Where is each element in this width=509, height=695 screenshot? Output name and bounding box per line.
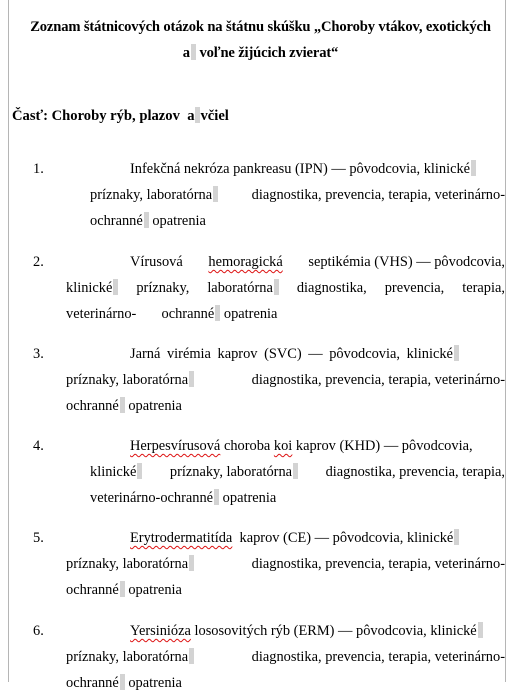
page-left-margin-line [8, 0, 9, 682]
item-line-3: ochranné opatrenia [90, 213, 206, 229]
item-line-2: príznaky, laboratórna diagnostika, prevencia, terapia, veterinárno- [66, 556, 505, 572]
item-line-1: Infekčná nekróza pankreasu (IPN) — pôvodcovia, klinické [130, 157, 476, 181]
text-selection-marker [214, 489, 219, 505]
text-selection-marker [189, 648, 194, 664]
item-line-3: veterinárno- ochranné opatrenia [66, 306, 278, 322]
item-line-3: ochranné opatrenia [66, 582, 182, 598]
text-selection-marker [137, 463, 142, 479]
text-selection-marker [274, 279, 279, 295]
text-selection-marker [120, 397, 125, 413]
title-line-1: Zoznam štátnicových otázok na štátnu skúšku „Choroby vtákov, exotických [30, 19, 491, 35]
item-number: 1. [33, 161, 44, 177]
item-line-3: veterinárno-ochranné opatrenia [90, 490, 277, 506]
item-line-3: ochranné opatrenia [66, 675, 182, 691]
item-line-1: Yersinióza lososovitých rýb (ERM) — pôvodcovia, klinické [130, 619, 483, 643]
text-selection-marker [215, 305, 220, 321]
item-line-1: Erytrodermatitída kaprov (CE) — pôvodcovia, klinické [130, 526, 505, 550]
item-line-2: príznaky, laboratórna diagnostika, prevencia, terapia, veterinárno- [66, 372, 505, 388]
text-selection-marker [144, 212, 149, 228]
item-number: 5. [33, 530, 44, 546]
section-heading: Časť: Choroby rýb, plazov a včiel [12, 108, 229, 124]
text-selection-marker [293, 463, 298, 479]
text-selection-marker [478, 622, 483, 638]
item-line-3: ochranné opatrenia [66, 398, 182, 414]
item-number: 4. [33, 438, 44, 454]
text-selection-marker [189, 371, 194, 387]
item-line-2: príznaky, laboratórna diagnostika, prevencia, terapia, veterinárno- [66, 649, 505, 665]
text-selection-marker [189, 555, 194, 571]
text-selection-marker [454, 345, 459, 361]
item-line-2: príznaky, laboratórna diagnostika, prevencia, terapia, veterinárno- [90, 187, 505, 203]
title-line-2: a voľne žijúcich zvierat“ [182, 45, 339, 61]
text-selection-marker [213, 186, 218, 202]
text-selection-marker [454, 529, 459, 545]
text-selection-marker [120, 581, 125, 597]
item-number: 3. [33, 346, 44, 362]
text-selection-marker [191, 44, 196, 60]
text-selection-marker [471, 160, 476, 176]
document-title [12, 14, 509, 66]
item-number: 6. [33, 623, 44, 639]
text-selection-marker [113, 279, 118, 295]
item-line-1: Jarná virémia kaprov (SVC) — pôvodcovia, klinické [130, 342, 505, 366]
page-right-margin-line [505, 0, 506, 682]
item-line-1: Vírusová hemoragická septikémia (VHS) — pôvodcovia, [130, 254, 505, 270]
text-selection-marker [120, 674, 125, 690]
item-line-1: Herpesvírusová choroba koi kaprov (KHD) — pôvodcovia, [130, 438, 473, 454]
item-line-2: klinické príznaky, laboratórna diagnostika, prevencia, terapia, [90, 464, 505, 480]
item-number: 2. [33, 254, 44, 270]
item-line-2: klinické príznaky, laboratórna diagnostika, prevencia, terapia, [66, 280, 505, 296]
